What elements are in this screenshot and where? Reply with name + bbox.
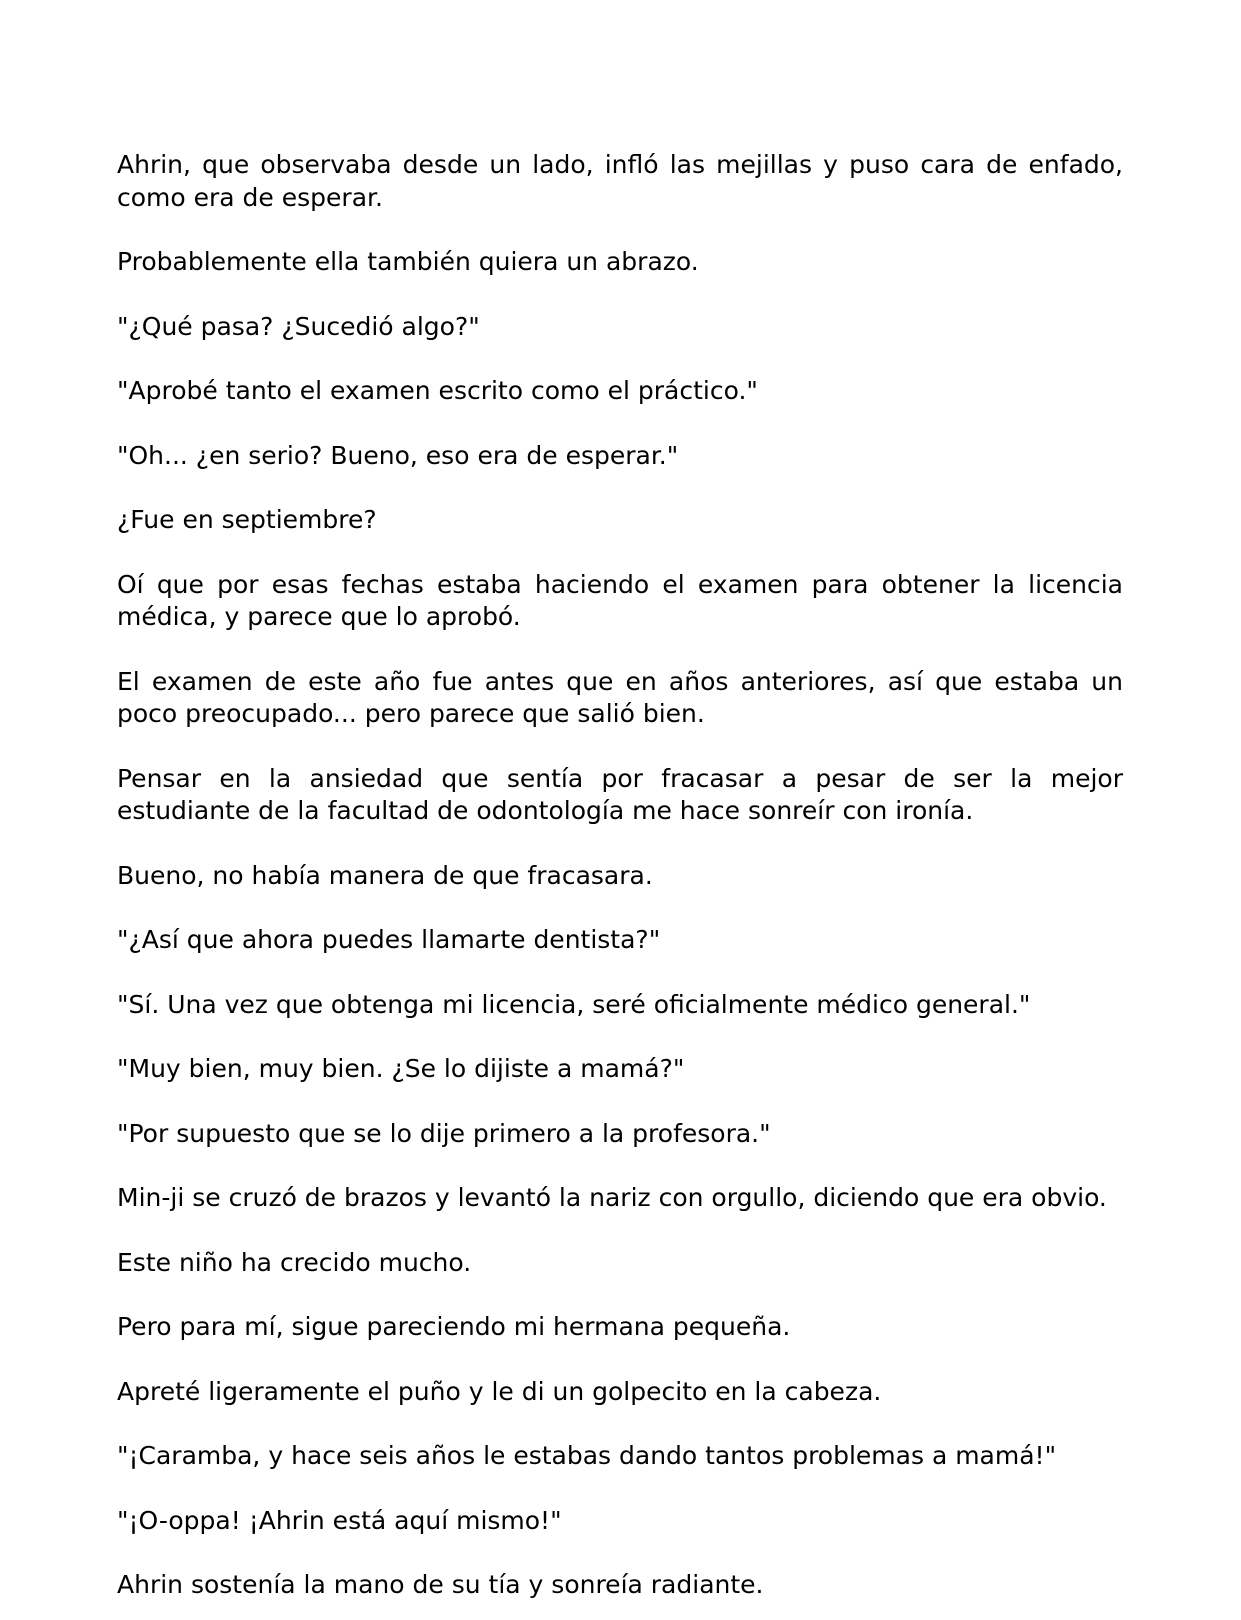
paragraph: Pero para mí, sigue pareciendo mi hermana pequeña. [117, 1312, 791, 1341]
paragraph: Probablemente ella también quiera un abrazo. [117, 247, 699, 276]
paragraph: ¿Fue en septiembre? [117, 505, 377, 534]
paragraph: Min-ji se cruzó de brazos y levantó la nariz con orgullo, diciendo que era obvio. [117, 1183, 1107, 1212]
paragraph: Apreté ligeramente el puño y le di un golpecito en la cabeza. [117, 1376, 882, 1406]
paragraph: Pensar en la ansiedad que sentía por fracasar a pesar de ser la mejor estudiante de la facultad de odontología me hace sonreír con ironía. [117, 763, 1123, 825]
document-body [117, 149, 1123, 1620]
paragraph: "¡Caramba, y hace seis años le estabas dando tantos problemas a mamá!" [117, 1441, 1057, 1470]
paragraph: Este niño ha crecido mucho. [117, 1247, 472, 1277]
paragraph: "Muy bien, muy bien. ¿Se lo dijiste a mamá?" [117, 1054, 685, 1083]
paragraph: "¿Así que ahora puedes llamarte dentista?" [117, 925, 661, 954]
paragraph: Bueno, no había manera de que fracasara. [117, 860, 653, 890]
paragraph: Oí que por esas fechas estaba haciendo el examen para obtener la licencia médica, y parece que lo aprobó. [117, 569, 1123, 631]
paragraph: "Sí. Una vez que obtenga mi licencia, seré oficialmente médico general." [117, 989, 1031, 1019]
paragraph: "¿Qué pasa? ¿Sucedió algo?" [117, 311, 480, 341]
paragraph: El examen de este año fue antes que en años anteriores, así que estaba un poco preocupado... pero parece que salió bien. [117, 666, 1123, 728]
paragraph: "¡O-oppa! ¡Ahrin está aquí mismo!" [117, 1505, 562, 1535]
paragraph: Ahrin sostenía la mano de su tía y sonreía radiante. [117, 1570, 764, 1599]
paragraph: "Oh... ¿en serio? Bueno, eso era de esperar." [117, 440, 679, 470]
paragraph: "Por supuesto que se lo dije primero a la profesora." [117, 1118, 771, 1148]
paragraph: "Aprobé tanto el examen escrito como el práctico." [117, 376, 758, 405]
paragraph: Ahrin, que observaba desde un lado, infló las mejillas y puso cara de enfado, como era de esperar. [117, 150, 1123, 212]
